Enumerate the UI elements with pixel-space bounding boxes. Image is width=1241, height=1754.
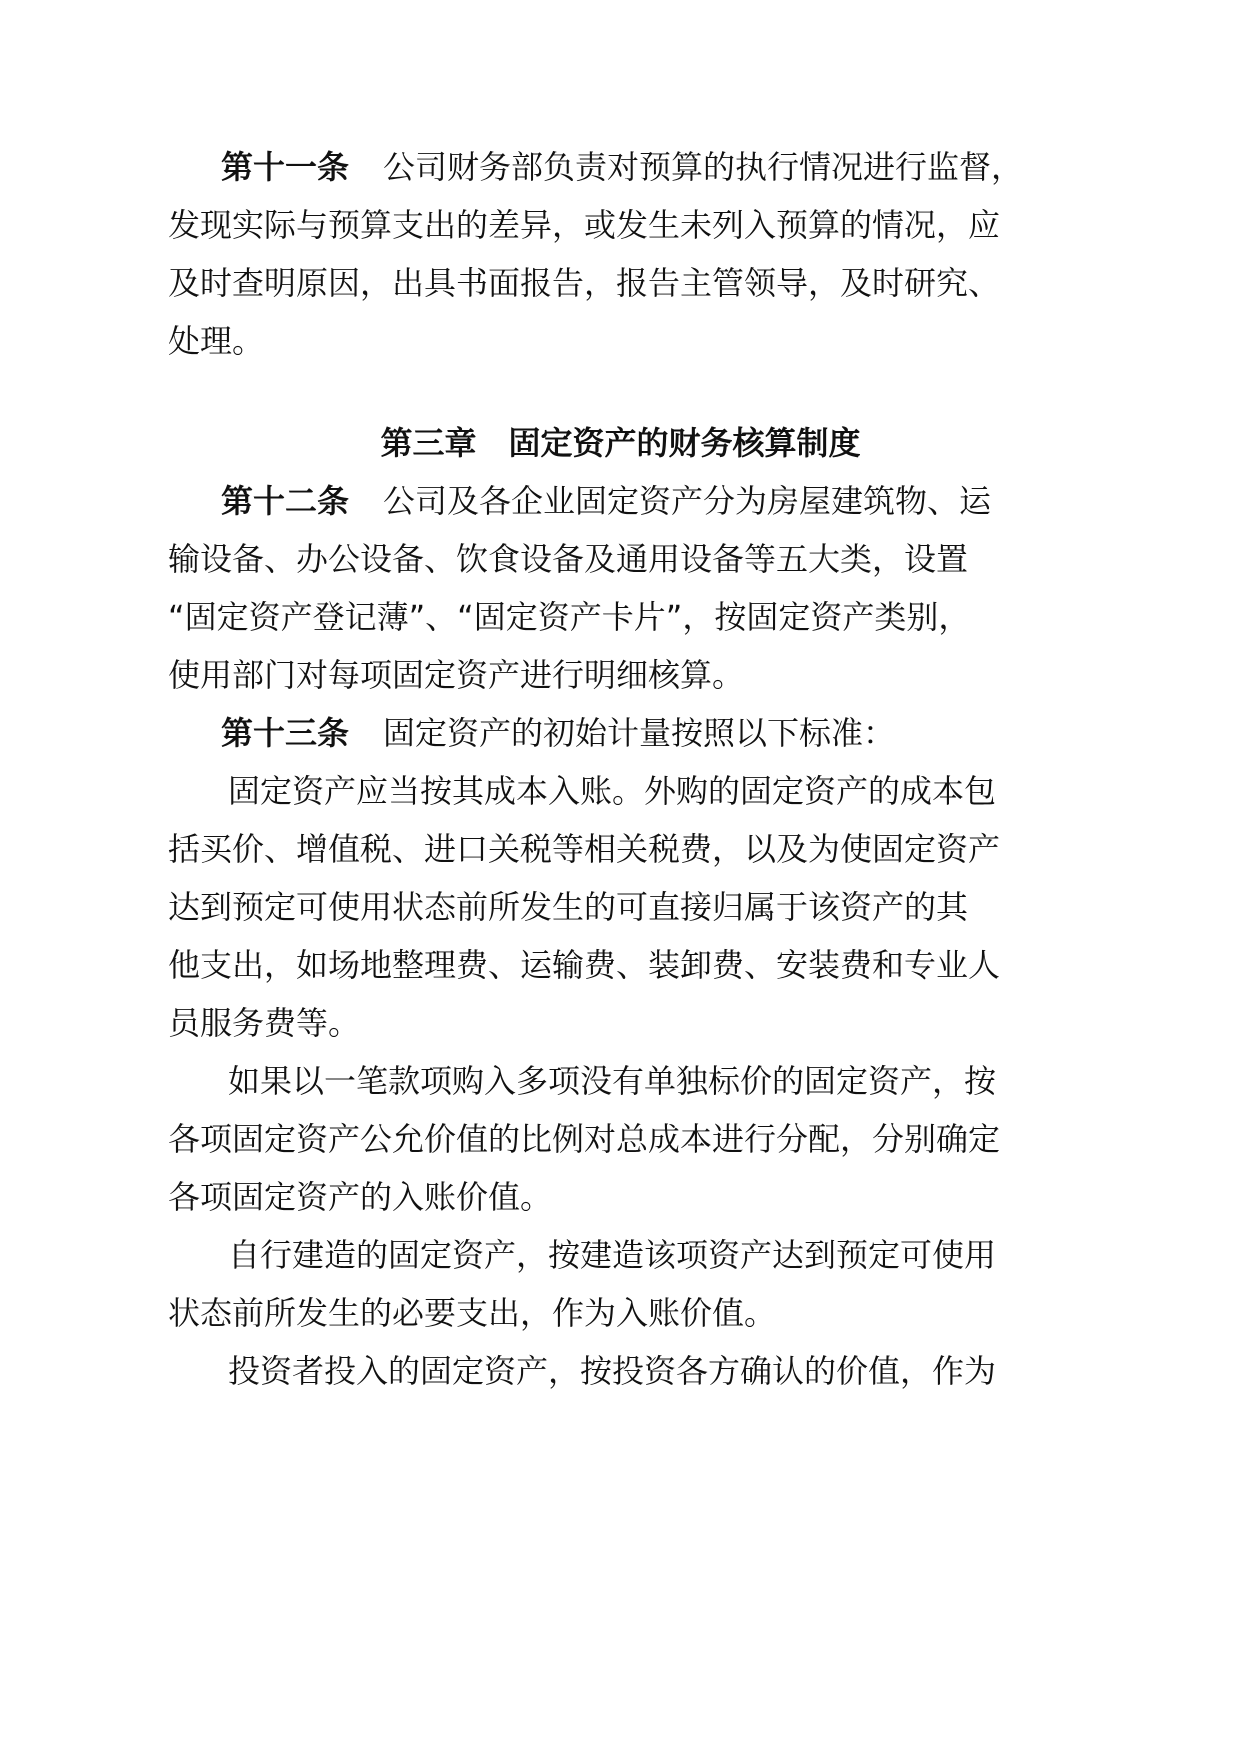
article-13-text-1: 固定资产的初始计量按照以下标准：: [383, 714, 896, 752]
article-11-line-3: 及时查明原因，出具书面报告，报告主管领导，及时研究、: [168, 264, 1001, 302]
purchase-para-line-2: 括买价、增值税、进口关税等相关税费，以及为使固定资产: [168, 830, 1001, 868]
self-built-para-line-2: 状态前所发生的必要支出，作为入账价值。: [168, 1294, 777, 1332]
bundle-para-line-1: 如果以一笔款项购入多项没有单独标价的固定资产，按: [228, 1062, 997, 1100]
bundle-para-line-2: 各项固定资产公允价值的比例对总成本进行分配，分别确定: [168, 1120, 1001, 1158]
article-12-line-1: [0, 477, 1241, 525]
article-11-line-2: 发现实际与预算支出的差异，或发生未列入预算的情况，应: [168, 206, 1001, 244]
chapter-3-heading: 第三章 固定资产的财务核算制度: [380, 424, 861, 462]
article-13-label: 第十三条: [221, 714, 350, 752]
article-12-line-3: “固定资产登记薄”、“固定资产卡片”，按固定资产类别，: [168, 598, 971, 636]
article-12-label: 第十二条: [221, 482, 350, 520]
article-12-line-4: 使用部门对每项固定资产进行明细核算。: [168, 656, 745, 694]
article-11-text-1: 公司财务部负责对预算的执行情况进行监督，: [383, 148, 1024, 186]
self-built-para-line-1: 自行建造的固定资产，按建造该项资产达到预定可使用: [228, 1236, 997, 1274]
purchase-para-line-5: 员服务费等。: [168, 1004, 361, 1042]
article-12-text-1: 公司及各企业固定资产分为房屋建筑物、运: [383, 482, 992, 520]
article-11-label: 第十一条: [221, 148, 350, 186]
article-12-line-2: 输设备、办公设备、饮食设备及通用设备等五大类，设置: [168, 540, 969, 578]
bundle-para-line-3: 各项固定资产的入账价值。: [168, 1178, 553, 1216]
purchase-para-line-1: 固定资产应当按其成本入账。外购的固定资产的成本包: [228, 772, 997, 810]
article-13-line-1: [0, 709, 1241, 757]
investor-para-line-1: 投资者投入的固定资产，按投资各方确认的价值，作为: [228, 1352, 997, 1390]
purchase-para-line-3: 达到预定可使用状态前所发生的可直接归属于该资产的其: [168, 888, 969, 926]
article-11-line-1: [0, 143, 1241, 191]
article-11-line-4: 处理。: [168, 322, 265, 360]
purchase-para-line-4: 他支出，如场地整理费、运输费、装卸费、安装费和专业人: [168, 946, 1001, 984]
